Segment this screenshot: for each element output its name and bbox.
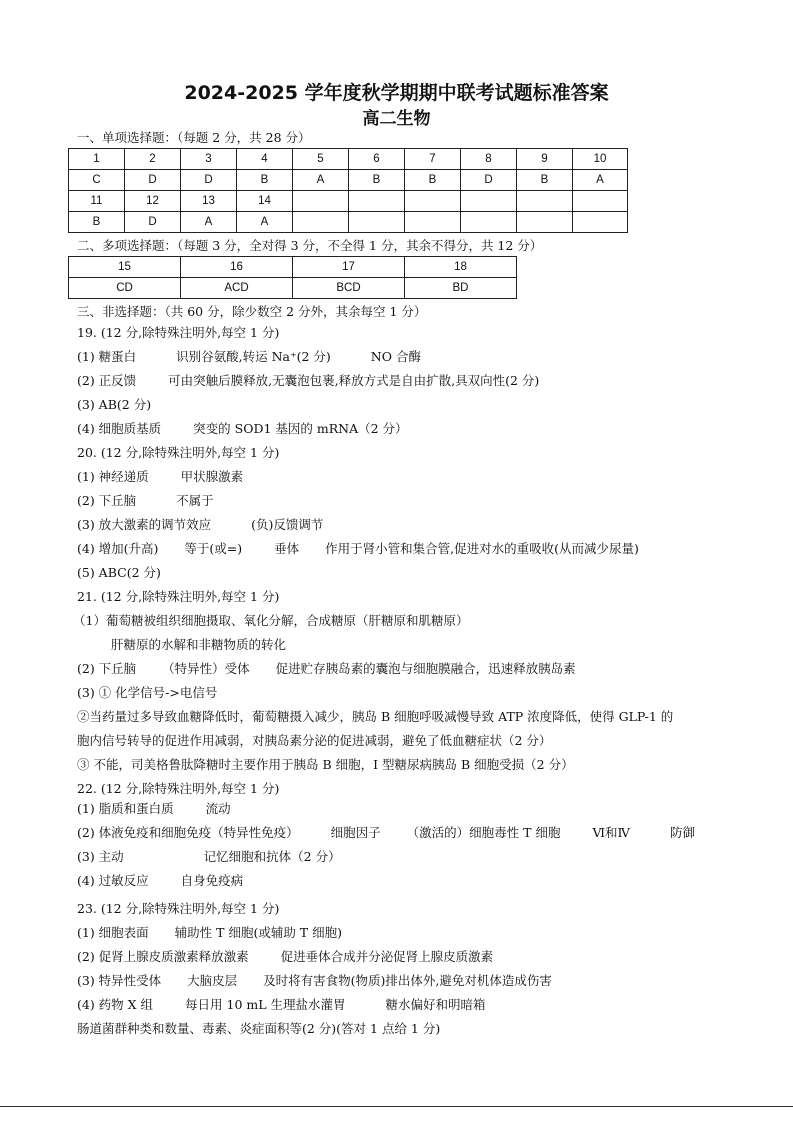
answer-cell: B [517, 170, 573, 191]
q19-heading: 19. (12 分,除特殊注明外,每空 1 分) [77, 325, 280, 340]
q19-answer-4 [77, 421, 408, 437]
empty-cell [517, 191, 573, 212]
answer-blank: (4) 药物 X 组 [77, 997, 154, 1012]
answer-blank: Ⅵ和Ⅳ [592, 825, 631, 840]
answer-blank: (2) 下丘脑 [77, 493, 137, 508]
q21-answer-5: 胞内信号转导的促进作用减弱，对胰岛素分泌的促进减弱，避免了低血糖症状（2 分） [77, 733, 552, 748]
answer-blank: (2) 下丘脑 [77, 661, 137, 676]
empty-cell [293, 191, 349, 212]
q21-answer-6: ③ 不能，司美格鲁肽降糖时主要作用于胰岛 B 细胞，I 型糖尿病胰岛 B 细胞受损（2 分） [77, 757, 574, 772]
question-number-cell: 2 [125, 149, 181, 170]
answer-blank: 流动 [205, 801, 231, 816]
answer-blank: 可由突触后膜释放,无囊泡包裹,释放方式是自由扩散,具双向性(2 分) [168, 373, 540, 388]
question-number-cell: 14 [237, 191, 293, 212]
answer-blank: (5) ABC(2 分) [77, 565, 161, 580]
answer-blank: 大脑皮层 [187, 973, 238, 988]
answer-blank: (2) 体液免疫和细胞免疫（特异性免疫） [77, 825, 299, 840]
question-number-cell: 8 [461, 149, 517, 170]
answer-blank: 识别谷氨酸,转运 Na⁺(2 分) [176, 349, 331, 364]
q19-answer-2 [77, 373, 539, 389]
question-number-cell: 12 [125, 191, 181, 212]
table-row [69, 212, 628, 233]
q20-answer-3 [77, 517, 323, 533]
q22-answer-2 [77, 825, 695, 841]
question-number-cell: 9 [517, 149, 573, 170]
page-bottom-divider [0, 1106, 793, 1107]
q20-answer-2 [77, 493, 214, 509]
answer-cell: CD [69, 278, 181, 299]
answer-blank: (1) 糖蛋白 [77, 349, 137, 364]
q20-answer-1 [77, 469, 243, 485]
answer-blank: (负)反馈调节 [251, 517, 324, 532]
answer-blank: 促进贮存胰岛素的囊泡与细胞膜融合，迅速释放胰岛素 [275, 661, 576, 676]
answer-blank: (3) 特异性受体 [77, 973, 162, 988]
answer-blank: 垂体 [274, 541, 300, 556]
table-row [69, 278, 517, 299]
q22-answer-4 [77, 873, 243, 889]
answer-cell: ACD [181, 278, 293, 299]
answer-cell: A [293, 170, 349, 191]
answer-blank: (3) 放大激素的调节效应 [77, 517, 212, 532]
answer-blank: （特异性）受体 [162, 661, 250, 676]
q19-answer-3 [77, 397, 151, 413]
q23-answer-2 [77, 949, 493, 965]
answer-cell: A [573, 170, 628, 191]
table-row [69, 170, 628, 191]
empty-cell [293, 212, 349, 233]
q21-answer-4: ②当药量过多导致血糖降低时，葡萄糖摄入减少，胰岛 B 细胞呼吸减慢导致 ATP 浓度降低，使得 GLP-1 的 [77, 709, 674, 724]
q23-answer-4 [77, 997, 486, 1013]
answer-blank: (1) 脂质和蛋白质 [77, 801, 174, 816]
table-row [69, 191, 628, 212]
q21-answer-2 [77, 661, 576, 677]
question-number-cell: 16 [181, 257, 293, 278]
answer-cell: D [181, 170, 237, 191]
answer-cell: D [125, 170, 181, 191]
section1-heading: 一、单项选择题：（每题 2 分，共 28 分） [77, 130, 311, 145]
answer-blank: (4) 细胞质基质 [77, 421, 162, 436]
q23-answer-5: 肠道菌群种类和数量、毒素、炎症面积等(2 分)(答对 1 点给 1 分) [77, 1021, 441, 1036]
empty-cell [461, 212, 517, 233]
answer-blank: 糖水偏好和明暗箱 [385, 997, 486, 1012]
answer-cell: B [349, 170, 405, 191]
page-title: 2024-2025 学年度秋学期期中联考试题标准答案 [184, 82, 609, 104]
answer-blank: 作用于肾小管和集合管,促进对水的重吸收(从而减少尿量) [325, 541, 639, 556]
question-number-cell: 18 [405, 257, 517, 278]
answer-cell: C [69, 170, 125, 191]
question-number-cell: 17 [293, 257, 405, 278]
answer-blank: 自身免疫病 [180, 873, 244, 888]
empty-cell [405, 191, 461, 212]
empty-cell [517, 212, 573, 233]
question-number-cell: 10 [573, 149, 628, 170]
empty-cell [461, 191, 517, 212]
single-choice-table [68, 148, 628, 233]
answer-blank: (1) 细胞表面 [77, 925, 149, 940]
section2-heading: 二、多项选择题：（每题 3 分，全对得 3 分，不全得 1 分，其余不得分，共 12 分） [77, 238, 543, 253]
q20-answer-5 [77, 565, 161, 581]
question-number-cell: 11 [69, 191, 125, 212]
answer-cell: A [237, 212, 293, 233]
answer-blank: 及时将有害食物(物质)排出体外,避免对机体造成伤害 [263, 973, 552, 988]
answer-blank: 不属于 [176, 493, 214, 508]
answer-blank: (3) 主动 [77, 849, 124, 864]
answer-blank: （激活的）细胞毒性 T 细胞 [406, 825, 561, 840]
empty-cell [573, 212, 628, 233]
answer-blank: (3) AB(2 分) [77, 397, 152, 412]
answer-blank: 细胞因子 [330, 825, 381, 840]
answer-cell: B [405, 170, 461, 191]
answer-cell: B [69, 212, 125, 233]
answer-cell: B [237, 170, 293, 191]
q19-answer-1 [77, 349, 421, 365]
q22-answer-1 [77, 801, 231, 817]
q23-answer-3 [77, 973, 552, 989]
answer-blank: 防御 [670, 825, 696, 840]
question-number-cell: 13 [181, 191, 237, 212]
q22-answer-3 [77, 849, 341, 865]
answer-blank: (4) 增加(升高) [77, 541, 159, 556]
answer-cell: D [461, 170, 517, 191]
empty-cell [573, 191, 628, 212]
q21-answer-3: (3) ① 化学信号->电信号 [77, 685, 218, 700]
answer-blank: (2) 促肾上腺皮质激素释放激素 [77, 949, 249, 964]
answer-blank: (4) 过敏反应 [77, 873, 149, 888]
q23-answer-1 [77, 925, 342, 941]
q23-heading: 23. (12 分,除特殊注明外,每空 1 分) [77, 901, 280, 916]
empty-cell [349, 191, 405, 212]
page-subtitle: 高二生物 [362, 109, 431, 129]
answer-blank: (1) 神经递质 [77, 469, 149, 484]
multi-choice-table [68, 256, 517, 299]
answer-blank: 突变的 SOD1 基因的 mRNA（2 分） [193, 421, 408, 436]
question-number-cell: 7 [405, 149, 461, 170]
empty-cell [349, 212, 405, 233]
answer-blank: 促进垂体合成并分泌促肾上腺皮质激素 [280, 949, 494, 964]
empty-cell [405, 212, 461, 233]
answer-cell: D [125, 212, 181, 233]
question-number-cell: 3 [181, 149, 237, 170]
q20-heading: 20. (12 分,除特殊注明外,每空 1 分) [77, 445, 280, 460]
question-number-cell: 5 [293, 149, 349, 170]
answer-blank: 记忆细胞和抗体（2 分） [203, 849, 341, 864]
q20-answer-4 [77, 541, 639, 557]
table-row [69, 257, 517, 278]
q21-heading: 21. (12 分,除特殊注明外,每空 1 分) [77, 589, 280, 604]
answer-cell: A [181, 212, 237, 233]
answer-cell: BCD [293, 278, 405, 299]
answer-blank: 等于(或=) [184, 541, 243, 556]
q22-heading: 22. (12 分,除特殊注明外,每空 1 分) [77, 781, 280, 796]
q21-answer-1b: 肝糖原的水解和非糖物质的转化 [111, 637, 287, 652]
question-number-cell: 15 [69, 257, 181, 278]
answer-blank: 辅助性 T 细胞(或辅助 T 细胞) [174, 925, 342, 940]
answer-cell: BD [405, 278, 517, 299]
question-number-cell: 1 [69, 149, 125, 170]
section3-heading: 三、非选择题：（共 60 分，除少数空 2 分外，其余每空 1 分） [77, 304, 427, 319]
answer-blank: NO 合酶 [370, 349, 421, 364]
question-number-cell: 4 [237, 149, 293, 170]
answer-blank: 每日用 10 mL 生理盐水灌胃 [185, 997, 346, 1012]
answer-blank: 甲状腺激素 [180, 469, 244, 484]
answer-blank: (2) 正反馈 [77, 373, 137, 388]
table-row [69, 149, 628, 170]
question-number-cell: 6 [349, 149, 405, 170]
q21-answer-1: （1）葡萄糖被组织细胞摄取、氧化分解，合成糖原（肝糖原和肌糖原） [73, 613, 469, 628]
